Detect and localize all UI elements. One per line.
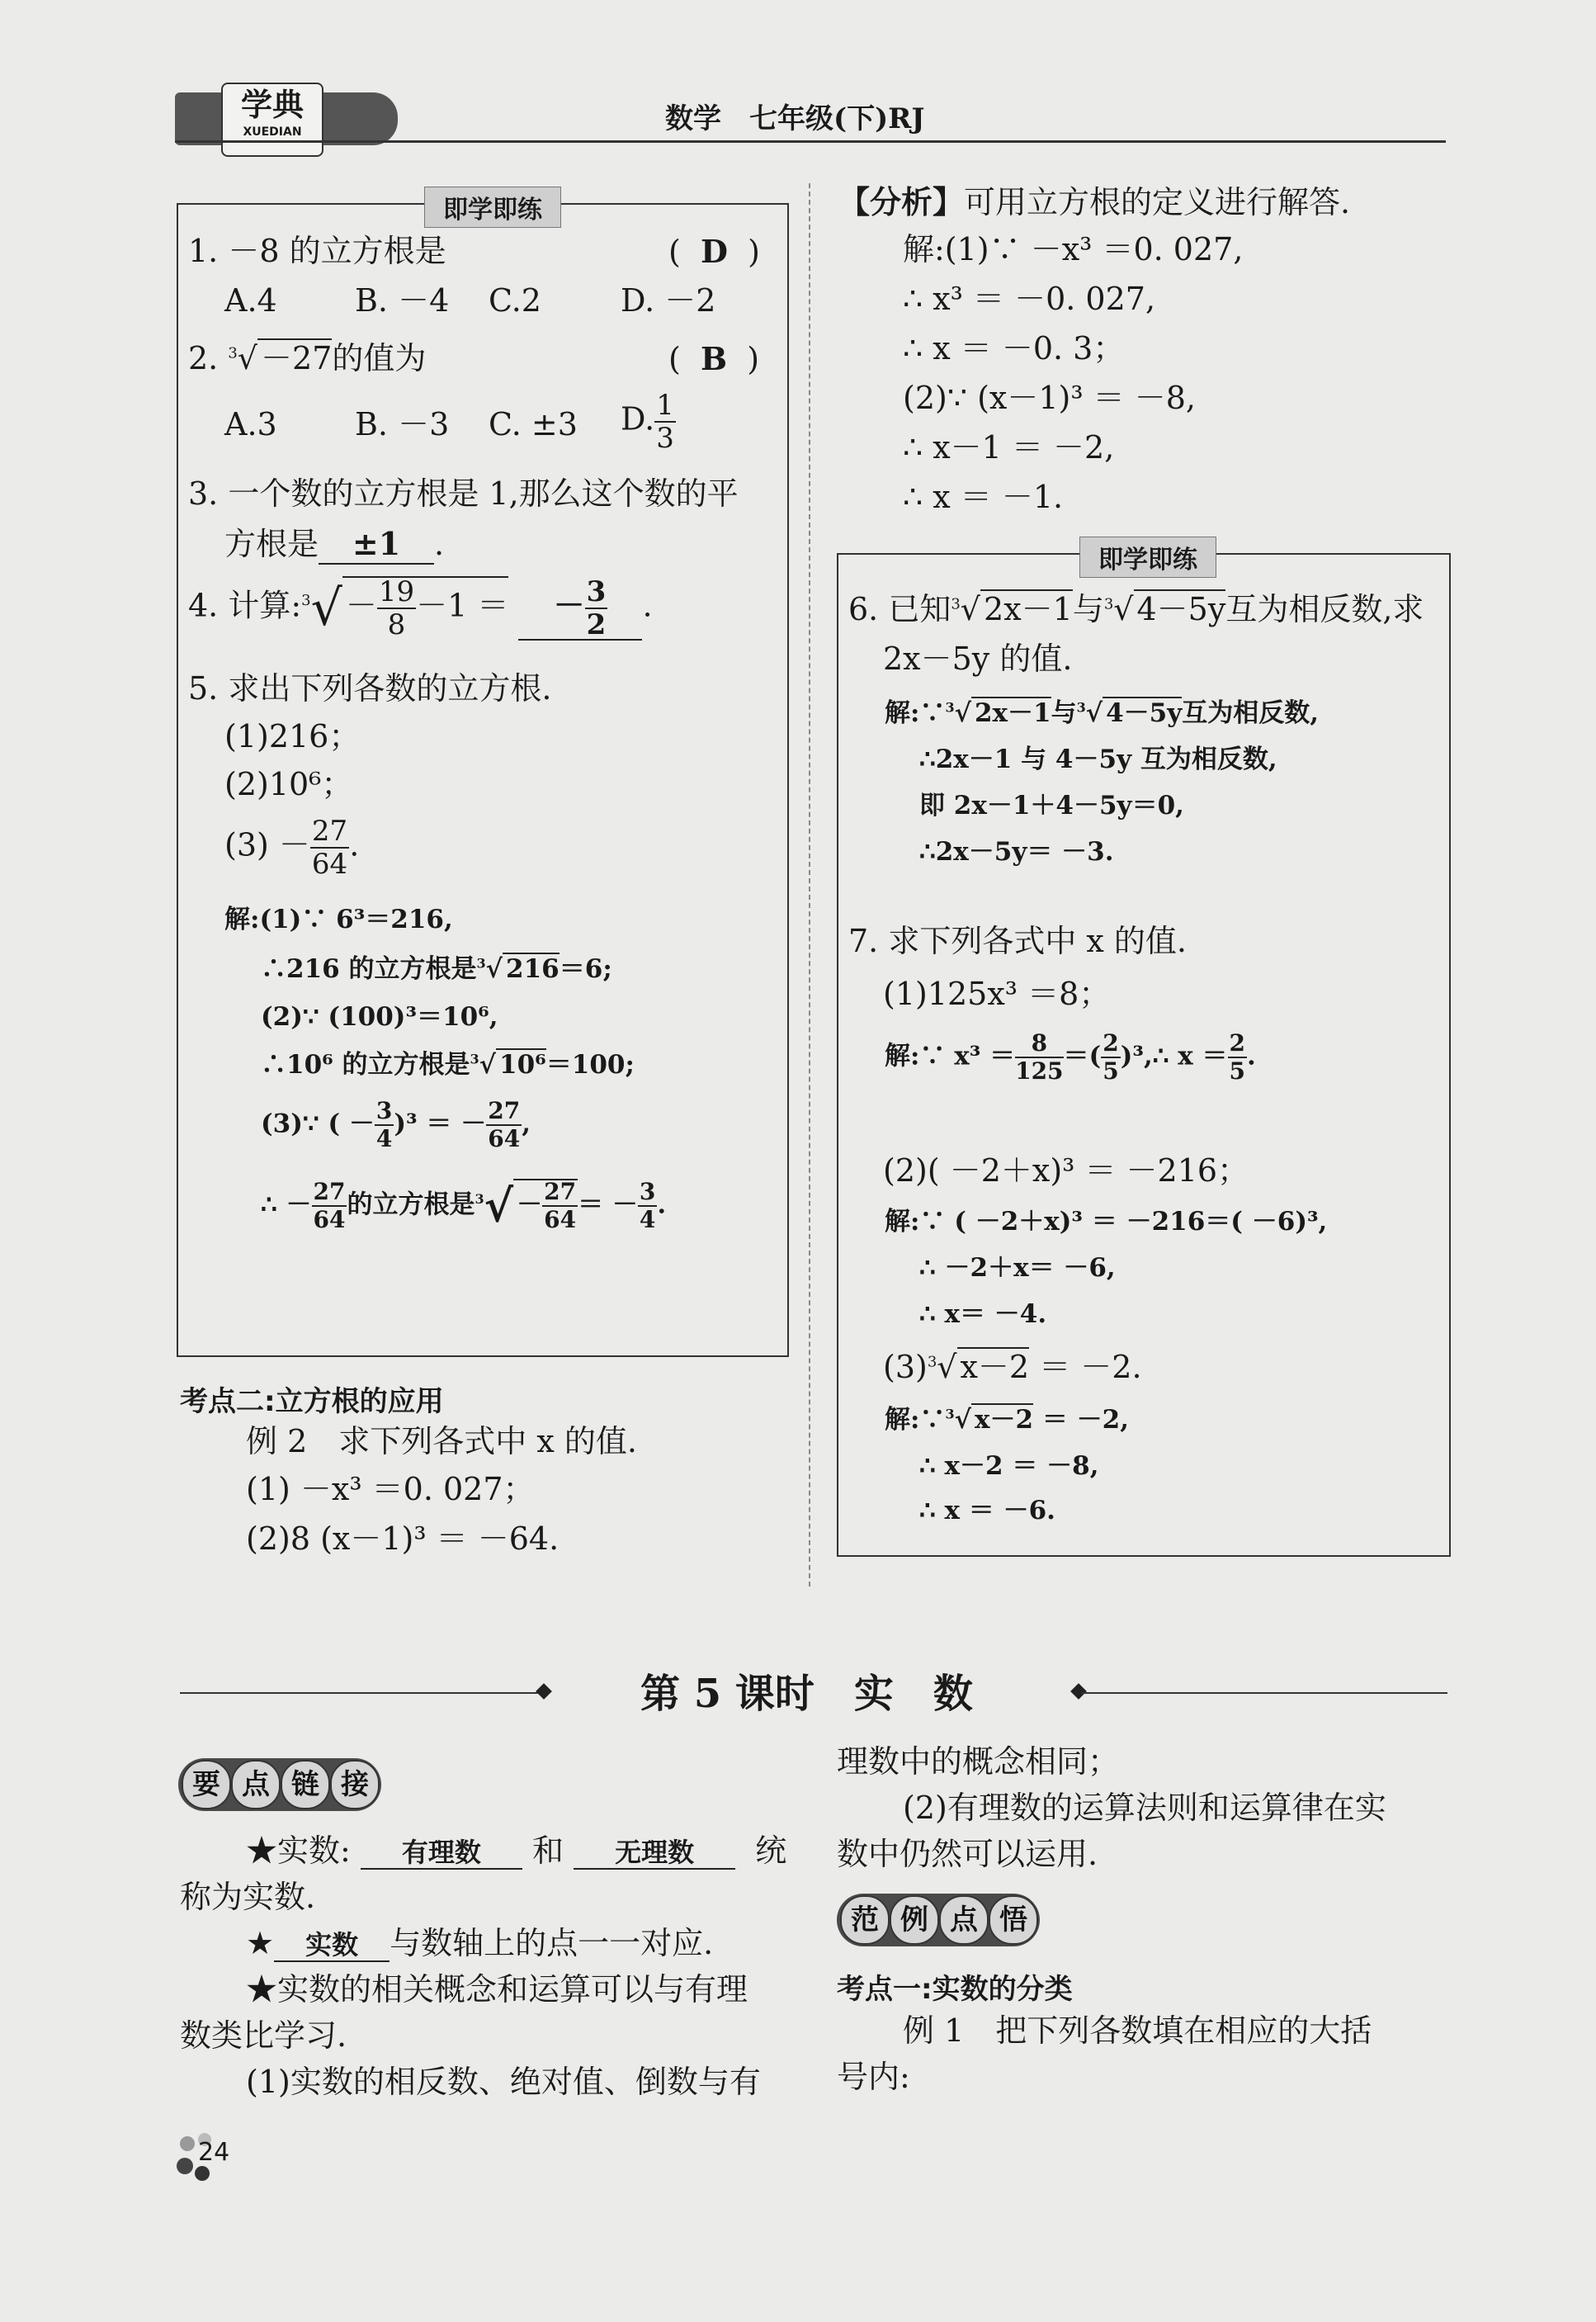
q7: 7. 求下列各式中 x 的值. <box>848 923 1188 959</box>
q7-2-sol-3: ∴ x＝ －4. <box>919 1299 1047 1329</box>
yaodian-char-1: 要 <box>182 1760 231 1809</box>
q1-answer: ( D ) <box>668 233 760 270</box>
lesson-title: 第 5 课时 实 数 <box>640 1671 973 1717</box>
yaodian-char-2: 点 <box>231 1760 281 1809</box>
logo-cn: 学典 <box>240 86 304 123</box>
q3-line2: 方根是 ±1 . <box>224 525 444 565</box>
q7-1-sol: 解:∵ x³ ＝ $\frac{8}{125}$ ＝( $\frac{2}{5}$ )³,∴ x ＝ $\frac{2}{5}$ . <box>885 1029 1256 1085</box>
lesson-l2: 称为实数. <box>180 1879 316 1915</box>
fanli-char-1: 范 <box>840 1895 890 1945</box>
q5-2: (2)10⁶； <box>224 766 353 802</box>
right-sol-5: ∴ x－1 ＝ －2, <box>903 429 1115 466</box>
lesson-r3: 数中仍然可以运用. <box>837 1836 1098 1872</box>
q2: 2. $^3$√ －27的值为 <box>188 340 427 376</box>
right-sol-4: (2)∵ (x－1)³ ＝ －8, <box>903 380 1196 416</box>
q6: 6. 已知$^3$√ 2x－1与$^3$√ 4－5y互为相反数,求 <box>848 591 1424 627</box>
q5-sol-5: (3)∵ ( － $\frac{3}{4}$ )³ ＝ － $\frac{27}{64}$ , <box>261 1097 531 1152</box>
q5-sol-3: (2)∵ (100)³＝10⁶, <box>261 1002 498 1032</box>
title-diamond-left <box>536 1683 552 1700</box>
title-diamond-right <box>1070 1683 1087 1700</box>
q5-3: (3) － $\frac{27}{64}$ . <box>224 815 360 881</box>
lesson-r1: 理数中的概念相同； <box>837 1743 1120 1780</box>
yaodian-char-4: 接 <box>330 1760 380 1809</box>
fanli-char-2: 例 <box>890 1895 939 1945</box>
q5: 5. 求出下列各数的立方根. <box>188 670 552 707</box>
q1-opt-a: A.4 <box>224 282 277 319</box>
right-sol-2: ∴ x³ ＝ －0. 027, <box>903 281 1156 317</box>
analysis: 【分析】可用立方根的定义进行解答. <box>838 183 1351 220</box>
right-sol-3: ∴ x ＝ －0. 3； <box>903 330 1125 367</box>
q7-3: $(3)^3√$ x－2 ＝ －2. <box>883 1349 1142 1385</box>
example-2: 例 2 求下列各式中 x 的值. <box>246 1423 637 1459</box>
q5-sol-1: 解:(1)∵ 6³＝216, <box>224 905 453 934</box>
kaodian-2: 考点二:立方根的应用 <box>180 1385 444 1418</box>
fanli-char-4: 悟 <box>989 1895 1038 1945</box>
fanli-char-3: 点 <box>939 1895 989 1945</box>
q5-sol-6: ∴ － $\frac{27}{64}$ 的立方根是$^3$√ － $\frac{27}{64}$ ＝ － $\frac{3}{4}$ . <box>261 1178 667 1233</box>
q4: 4. 计算:$^3$√ － $\frac{19}{8}$ －1 ＝ － $\frac{3}{2}$ . <box>188 575 653 641</box>
title-rule-left <box>180 1692 543 1694</box>
q7-2-sol-1: 解:∵ ( －2＋x)³ ＝ －216＝( －6)³, <box>885 1207 1328 1237</box>
lesson-l5: 数类比学习. <box>180 2017 347 2054</box>
header-rule <box>175 140 1446 143</box>
q7-2-sol-2: ∴ －2＋x＝ －6, <box>919 1253 1116 1283</box>
q5-sol-4: ∴10⁶ 的立方根是$^3$√ 10⁶＝100; <box>261 1050 635 1080</box>
q6-sol-3: 即 2x－1＋4－5y＝0, <box>919 791 1184 821</box>
q1-opt-d: D. －2 <box>621 282 716 319</box>
q2-opt-b: B. －3 <box>355 406 450 442</box>
kaodian-1: 考点一:实数的分类 <box>837 1973 1073 2006</box>
header-logo-badge <box>221 83 323 157</box>
q2-opt-d: D. $\frac{1}{3}$ <box>621 389 674 455</box>
q7-3-sol-2: ∴ x－2 ＝ －8, <box>919 1451 1099 1481</box>
q2-opt-c: C. ±3 <box>489 406 578 442</box>
lesson-l6: (1)实数的相反数、绝对值、倒数与有 <box>246 2064 761 2100</box>
example-1b: 号内: <box>837 2059 910 2095</box>
page-number: 24 <box>198 2138 230 2167</box>
header-subject: 数学 七年级(下)RJ <box>665 102 925 135</box>
q1-opt-c: C.2 <box>489 282 541 319</box>
q3-line1: 3. 一个数的立方根是 1,那么这个数的平 <box>188 475 739 512</box>
right-practice-tag: 即学即练 <box>1079 537 1216 578</box>
example-2-2: (2)8 (x－1)³ ＝ －64. <box>246 1520 560 1557</box>
example-2-1: (1) －x³ ＝0. 027； <box>246 1471 535 1507</box>
left-practice-tag: 即学即练 <box>424 187 561 228</box>
q6-sol-2: ∴2x－1 与 4－5y 互为相反数, <box>919 745 1277 774</box>
q7-2: (2)( －2＋x)³ ＝ －216； <box>883 1152 1249 1189</box>
q7-3-sol-1: 解:∵$^3$√ x－2 ＝ －2, <box>885 1405 1129 1435</box>
lesson-l3: ★ 实数 与数轴上的点一一对应. <box>246 1925 714 1961</box>
title-rule-right <box>1081 1692 1447 1694</box>
lesson-l1: ★实数: 有理数 和 无理数 统 <box>246 1833 787 1869</box>
logo-en: XUEDIAN <box>243 125 302 139</box>
q7-1: (1)125x³ ＝8； <box>883 976 1111 1012</box>
q1-opt-b: B. －4 <box>355 282 450 319</box>
example-1: 例 1 把下列各数填在相应的大括 <box>903 2012 1372 2049</box>
q2-opt-a: A.3 <box>224 406 277 442</box>
lesson-r2: (2)有理数的运算法则和运算律在实 <box>903 1790 1386 1826</box>
q2-answer: ( B ) <box>668 340 760 377</box>
q7-3-sol-3: ∴ x ＝ －6. <box>919 1496 1055 1525</box>
right-sol-1: 解:(1)∵ －x³ ＝0. 027, <box>903 231 1244 267</box>
lesson-l4: ★实数的相关概念和运算可以与有理 <box>246 1971 748 2008</box>
q6-sol-1: 解:∵$^3$√ 2x－1与$^3$√ 4－5y互为相反数, <box>885 698 1320 728</box>
right-sol-6: ∴ x ＝ －1. <box>903 479 1064 515</box>
q5-sol-2: ∴216 的立方根是$^3$√ 216＝6; <box>261 954 612 984</box>
q6-line2: 2x－5y 的值. <box>883 641 1073 677</box>
yaodian-char-3: 链 <box>281 1760 330 1809</box>
q1: 1. －8 的立方根是 <box>188 233 446 269</box>
q5-1: (1)216； <box>224 718 361 754</box>
q6-sol-4: ∴2x－5y＝ －3. <box>919 837 1114 867</box>
column-divider <box>809 183 810 1587</box>
